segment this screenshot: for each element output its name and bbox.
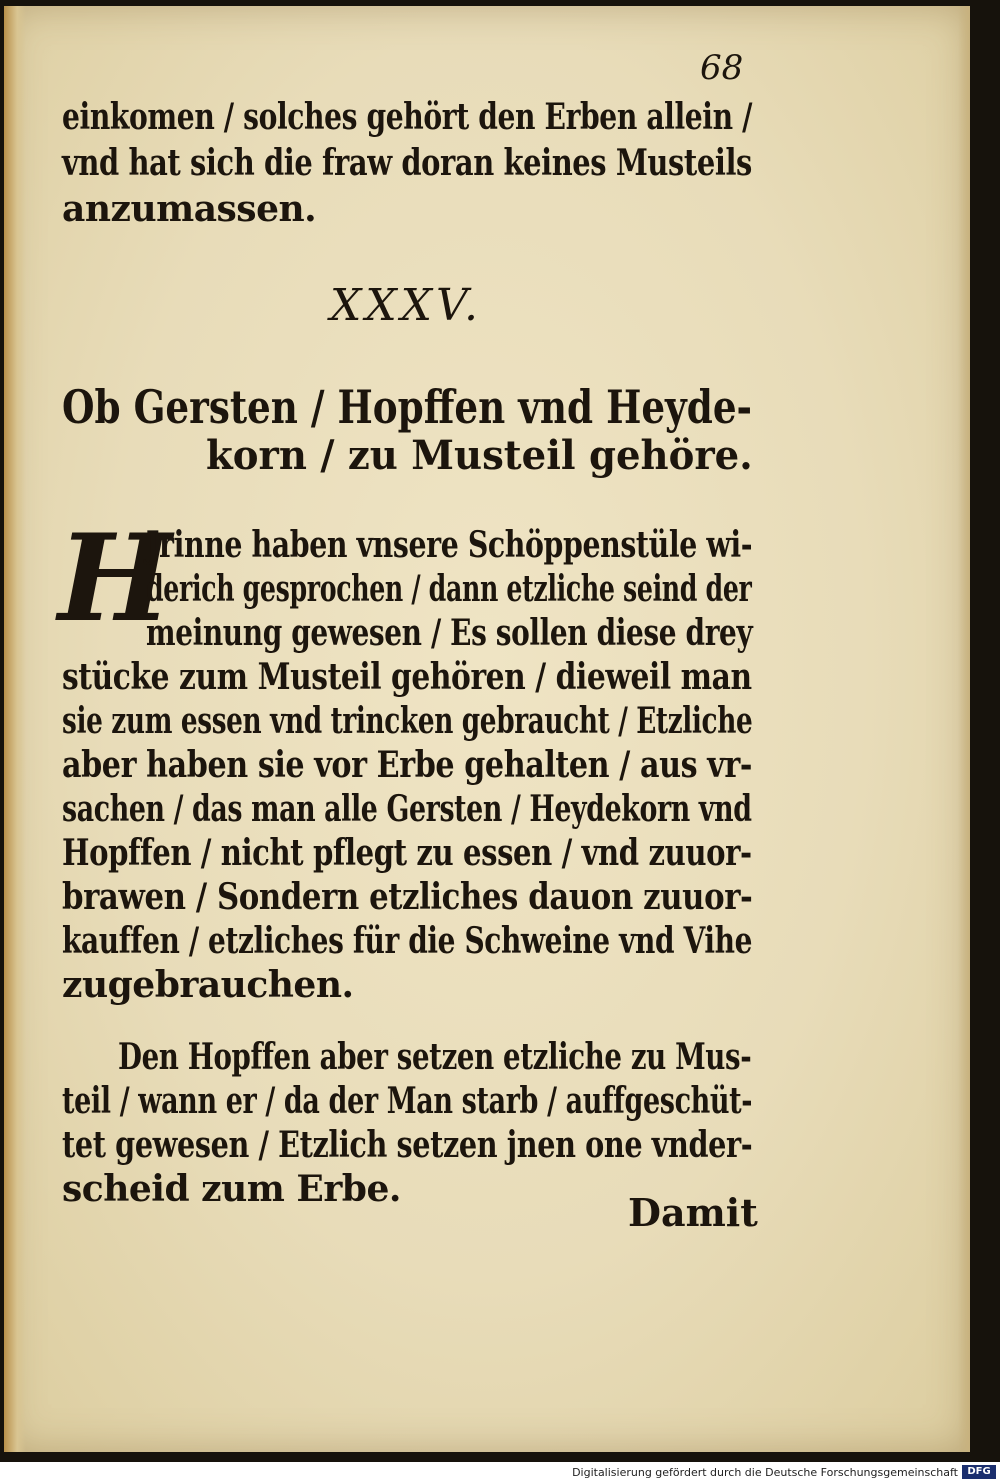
catchword: Damit: [628, 1190, 758, 1235]
text-line: sie zum essen vnd trincken gebraucht / Etzliche: [62, 700, 753, 742]
text-line: tet gewesen / Etzlich setzen jnen one vnder-: [62, 1124, 753, 1166]
decorated-initial: H: [58, 508, 172, 649]
page-gutter-edge: [4, 6, 26, 1452]
text-line: Jrinne haben vnsere Schöppenstüle wi-: [146, 524, 753, 566]
text-line: anzumassen.: [62, 188, 317, 230]
text-line: aber haben sie vor Erbe gehalten / aus vr-: [62, 744, 752, 786]
section-heading-line: Ob Gersten / Hopffen vnd Heyde-: [62, 380, 753, 434]
text-line: kauffen / etzliches für die Schweine vnd Vihe: [62, 920, 753, 962]
footer-credit: Digitalisierung gefördert durch die Deutsche Forschungsgemeinschaft: [572, 1466, 958, 1479]
digitization-footer: [0, 1462, 1000, 1484]
text-line: brawen / Sondern etzliches dauon zuuor-: [62, 876, 753, 918]
text-line: derich gesprochen / dann etzliche seind der: [146, 568, 752, 610]
text-line: meinung gewesen / Es sollen diese drey: [146, 612, 753, 654]
text-line: scheid zum Erbe.: [62, 1168, 401, 1210]
text-line: Hopffen / nicht pflegt zu essen / vnd zuuor-: [62, 832, 752, 874]
page-number: 68: [700, 48, 744, 88]
text-line: sachen / das man alle Gersten / Heydekorn vnd: [62, 788, 752, 830]
text-line: zugebrauchen.: [62, 964, 354, 1006]
text-line: Den Hopffen aber setzen etzliche zu Mus-: [118, 1036, 752, 1078]
section-heading-line: korn / zu Musteil gehöre.: [206, 432, 753, 479]
text-line: teil / wann er / da der Man starb / auffgeschüt-: [62, 1080, 753, 1122]
text-line: stücke zum Musteil gehören / dieweil man: [62, 656, 752, 698]
dfg-logo: DFG: [962, 1465, 996, 1479]
text-line: vnd hat sich die fraw doran keines Musteils: [62, 142, 752, 184]
chapter-number: XXXV.: [330, 280, 483, 331]
text-line: einkomen / solches gehört den Erben allein /: [62, 96, 752, 138]
page-right-edge: [958, 6, 970, 1452]
